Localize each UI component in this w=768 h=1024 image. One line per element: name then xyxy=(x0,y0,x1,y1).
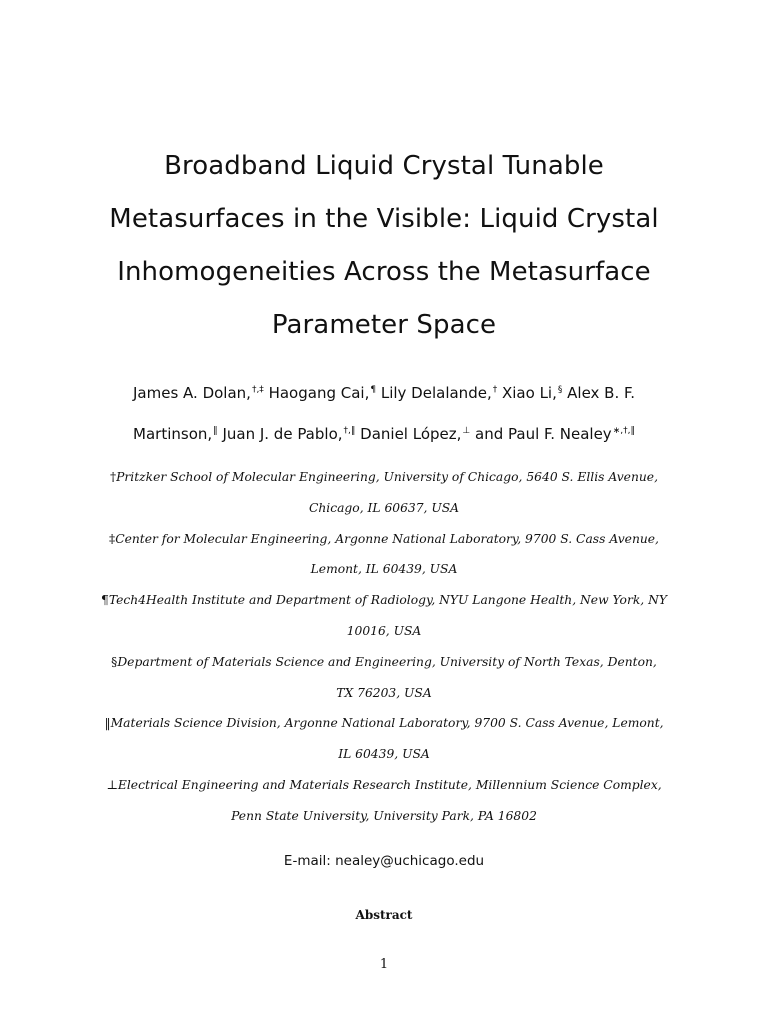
affiliation-text: Center for Molecular Engineering, Argonne National Laboratory, 9700 S. Cass Avenue, xyxy=(115,531,659,546)
author-name: Juan J. de Pablo, xyxy=(217,425,343,443)
affiliation-text: Materials Science Division, Argonne National Laboratory, 9700 S. Cass Avenue, Lemont, xyxy=(110,716,664,731)
affiliation-marks: ⊥ xyxy=(462,426,471,436)
author-name: Daniel López, xyxy=(355,425,462,443)
author-list xyxy=(60,374,708,456)
affiliation-text: Tech4Health Institute and Department of Radiology, NYU Langone Health, New York, NY xyxy=(108,593,667,608)
affiliation-text: Electrical Engineering and Materials Research Institute, Millennium Science Complex, xyxy=(117,777,662,792)
title-line: Parameter Space xyxy=(271,310,497,340)
affiliation-line: Penn State University, University Park, PA 16802 xyxy=(231,808,537,823)
contact-email xyxy=(60,849,708,873)
author-name: James A. Dolan, xyxy=(133,384,251,402)
affiliation-text: Pritzker School of Molecular Engineering, University of Chicago, 5640 S. Ellis Avenue, xyxy=(116,470,658,484)
affiliation-line xyxy=(60,462,708,493)
author-name: and Paul F. Nealey xyxy=(470,425,612,443)
affiliation-line: TX 76203, USA xyxy=(336,685,432,700)
affiliation-line xyxy=(60,647,708,678)
affiliation-mark: ‖ xyxy=(104,716,111,731)
affiliation-line xyxy=(60,524,708,555)
affiliation-mark: † xyxy=(109,470,117,484)
affiliation-line: IL 60439, USA xyxy=(338,747,430,762)
affiliation-text: Department of Materials Science and Engineering, University of North Texas, Denton, xyxy=(117,654,657,669)
affiliation-line: Chicago, IL 60637, USA xyxy=(308,500,460,515)
affiliation-mark: ¶ xyxy=(101,593,109,608)
email-label: E-mail: xyxy=(283,853,336,869)
title-line: Broadband Liquid Crystal Tunable xyxy=(164,151,604,181)
affiliation-mark: § xyxy=(111,654,118,669)
author-name: Haogang Cai, xyxy=(263,384,370,402)
author-line xyxy=(60,374,708,415)
affiliation-line: 10016, USA xyxy=(346,623,422,638)
affiliation-mark: ⊥ xyxy=(106,777,118,792)
title-line: Metasurfaces in the Visible: Liquid Crystal xyxy=(109,204,659,234)
affiliation-marks: ‖ xyxy=(213,426,218,436)
affiliation-line xyxy=(60,708,708,739)
affiliation-marks: †,‡ xyxy=(251,385,264,395)
affiliation-line xyxy=(60,770,708,801)
affiliation-marks: ¶ xyxy=(370,385,377,395)
affiliation-marks: ∗,†,‖ xyxy=(612,426,635,436)
author-name: Alex B. F. xyxy=(562,384,635,402)
affiliation-line: Lemont, IL 60439, USA xyxy=(310,562,458,577)
author-name: Martinson, xyxy=(133,425,213,443)
author-name: Lily Delalande, xyxy=(376,384,492,402)
affiliation-list xyxy=(60,462,708,832)
page-number: 1 xyxy=(379,957,389,972)
author-line xyxy=(60,415,708,456)
email-address-link[interactable]: nealey@uchicago.edu xyxy=(335,853,485,869)
affiliation-marks: § xyxy=(557,385,563,395)
paper-title xyxy=(60,140,708,352)
affiliation-marks: † xyxy=(492,385,498,395)
affiliation-line xyxy=(60,585,708,616)
author-name: Xiao Li, xyxy=(497,384,557,402)
affiliation-marks: †,‖ xyxy=(343,426,356,436)
title-line: Inhomogeneities Across the Metasurface xyxy=(117,257,651,287)
abstract-heading: Abstract xyxy=(355,908,413,922)
affiliation-mark: ‡ xyxy=(109,531,116,546)
